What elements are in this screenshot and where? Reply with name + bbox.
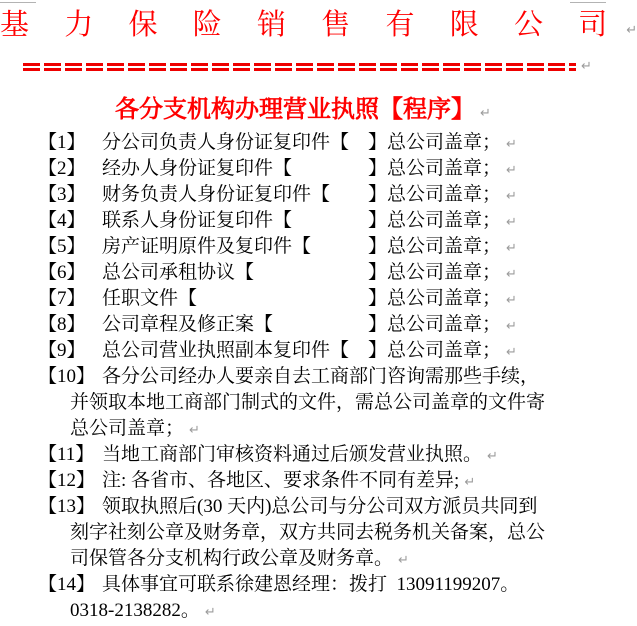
item-number: 【14】	[38, 574, 96, 595]
paragraph-mark-icon: ↵	[506, 163, 517, 178]
item-text: 分公司负责人身份证复印件【 】总公司盖章；	[102, 132, 502, 153]
item-text: 财务负责人身份证复印件【 】总公司盖章；	[102, 184, 502, 205]
item-text: 当地工商部门审核资料通过后颁发营业执照。	[102, 444, 483, 465]
item-number: 【6】	[38, 262, 86, 283]
item-text: 注: 各省市、各地区、要求条件不同有差异;	[102, 470, 460, 491]
page-corner-mark-right	[570, 2, 606, 3]
list-item	[0, 572, 606, 598]
list-item	[0, 156, 606, 182]
item-text: 总公司盖章；	[70, 418, 185, 439]
paragraph-mark-icon: ↵	[506, 267, 517, 282]
item-number: 【5】	[38, 236, 86, 257]
item-number: 【13】	[38, 496, 96, 517]
item-text: 各分公司经办人要亲自去工商部门咨询需那些手续，	[102, 366, 540, 387]
item-text: 经办人身份证复印件【 】总公司盖章；	[102, 158, 502, 179]
item-number: 【12】	[38, 470, 96, 491]
item-text: 0318-2138282。	[70, 600, 200, 621]
item-number: 【10】	[38, 366, 96, 387]
paragraph-mark-icon: ↵	[581, 59, 592, 74]
list-item	[0, 234, 606, 260]
list-item	[0, 468, 606, 494]
item-number: 【2】	[38, 158, 86, 179]
company-title: 基 力 保 险 销 售 有 限 公 司	[0, 9, 622, 41]
item-continuation-line	[0, 416, 606, 442]
double-dashed-rule	[23, 63, 576, 71]
item-text: 司保管各分支机构行政公章及财务章。	[70, 548, 394, 569]
paragraph-mark-icon: ↵	[506, 345, 517, 360]
list-item	[0, 338, 606, 364]
item-number: 【9】	[38, 340, 86, 361]
item-text: 并领取本地工商部门制式的文件，需总公司盖章的文件寄	[70, 392, 546, 413]
paragraph-mark-icon: ↵	[626, 23, 637, 38]
procedure-list	[0, 130, 606, 624]
item-number: 【11】	[38, 444, 95, 465]
list-item	[0, 364, 606, 390]
list-item	[0, 182, 606, 208]
item-continuation-line	[0, 598, 606, 624]
list-item	[0, 286, 606, 312]
list-item	[0, 494, 606, 520]
paragraph-mark-icon: ↵	[189, 423, 200, 438]
paragraph-mark-icon: ↵	[204, 605, 216, 620]
item-number: 【7】	[38, 288, 86, 309]
paragraph-mark-icon: ↵	[480, 106, 491, 121]
page-corner-mark-left	[0, 2, 36, 3]
item-text: 联系人身份证复印件【 】总公司盖章；	[102, 210, 502, 231]
item-text: 任职文件【 】总公司盖章；	[102, 288, 502, 309]
item-continuation-line	[0, 520, 606, 546]
paragraph-mark-icon: ↵	[506, 189, 517, 204]
item-text: 总公司承租协议【 】总公司盖章；	[102, 262, 502, 283]
rule-bar-bottom	[23, 68, 576, 71]
item-text: 具体事宜可联系徐建恩经理：拨打 13091199207。	[102, 574, 520, 595]
divider-row	[0, 59, 606, 74]
list-item	[0, 260, 606, 286]
item-continuation-line	[0, 546, 606, 572]
section-heading-row	[0, 96, 606, 124]
paragraph-mark-icon: ↵	[506, 137, 517, 152]
item-number: 【4】	[38, 210, 86, 231]
company-title-row	[0, 0, 637, 43]
item-text: 房产证明原件及复印件【 】总公司盖章；	[102, 236, 502, 257]
item-text: 总公司营业执照副本复印件【 】总公司盖章；	[102, 340, 502, 361]
paragraph-mark-icon: ↵	[487, 449, 498, 464]
list-item	[0, 208, 606, 234]
rule-bar-top	[23, 63, 576, 66]
item-number: 【3】	[38, 184, 86, 205]
paragraph-mark-icon: ↵	[464, 475, 476, 490]
section-heading: 各分支机构办理营业执照【程序】	[115, 97, 476, 123]
item-number: 【1】	[38, 132, 86, 153]
paragraph-mark-icon: ↵	[506, 241, 517, 256]
item-continuation-line	[0, 390, 606, 416]
list-item	[0, 442, 606, 468]
paragraph-mark-icon: ↵	[398, 553, 409, 568]
item-number: 【8】	[38, 314, 86, 335]
item-text: 刻字社刻公章及财务章，双方共同去税务机关备案，总公	[70, 522, 546, 543]
item-text: 领取执照后(30 天内)总公司与分公司双方派员共同到	[102, 496, 538, 517]
item-text: 公司章程及修正案【 】总公司盖章；	[102, 314, 502, 335]
paragraph-mark-icon: ↵	[506, 215, 517, 230]
list-item	[0, 130, 606, 156]
paragraph-mark-icon: ↵	[506, 293, 517, 308]
paragraph-mark-icon: ↵	[506, 319, 517, 334]
list-item	[0, 312, 606, 338]
